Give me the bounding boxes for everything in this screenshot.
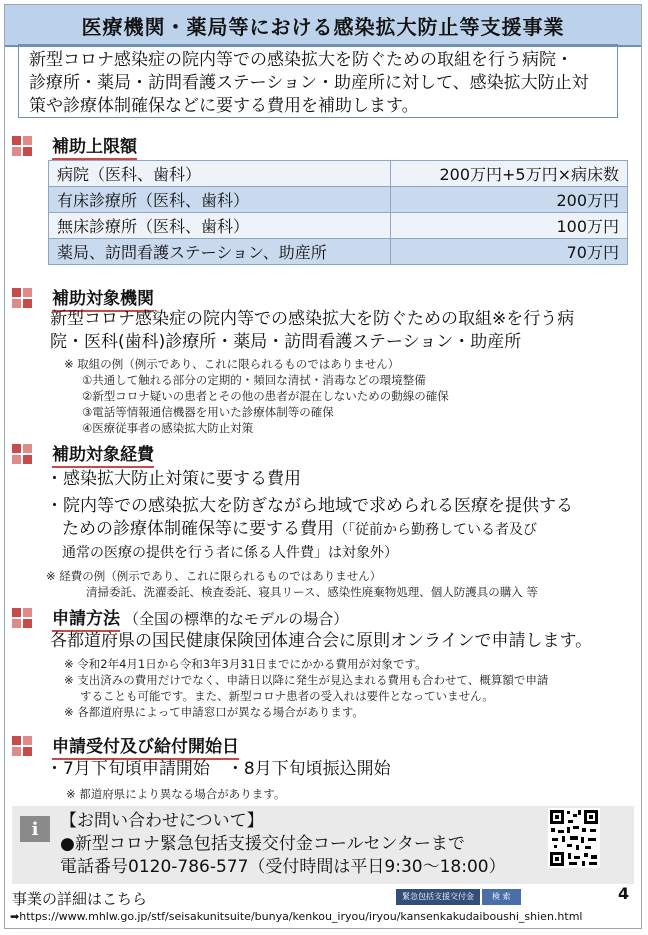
intro-line: 診療所・薬局・訪問看護ステーション・助産所に対して、感染拡大防止対: [29, 73, 589, 93]
section-bullet-icon: [12, 288, 40, 308]
expense-item-note: 通常の医療の提供を行う者に係る人件費」は対象外）: [62, 545, 398, 561]
page-title: 医療機関・薬局等における感染拡大防止等支援事業: [5, 5, 641, 47]
expense-item: ための診療体制確保等に要する費用: [62, 519, 334, 539]
section-subtitle: （全国の標準的なモデルの場合）: [124, 609, 349, 628]
expense-item: ・院内等での感染拡大を防ぎながら地域で求められる医療を提供する: [46, 496, 573, 516]
row-label: 有床診療所（医科、歯科）: [49, 187, 391, 213]
schedule-text: ・7月下旬頃申請開始 ・8月下旬頃振込開始: [46, 759, 391, 779]
table-row: [49, 187, 628, 213]
row-amount: 200万円: [391, 187, 628, 213]
section-bullet-icon: [12, 444, 40, 464]
section-title: 補助対象経費: [52, 440, 154, 468]
intro-line: 策や診療体制確保などに要する費用を補助します。: [29, 96, 419, 116]
contact-text: [60, 810, 506, 879]
section-schedule-heading: [12, 732, 239, 760]
expense-text: [46, 468, 573, 565]
apply-notes: [64, 656, 548, 720]
schedule-note: ※ 都道府県により異なる場合があります。: [66, 787, 286, 801]
row-amount: 70万円: [391, 239, 628, 265]
note-item: 清掃委託、洗濯委託、検査委託、寝具リース、感染性廃棄物処理、個人防護具の購入 等: [86, 585, 538, 599]
target-notes: [64, 356, 449, 436]
info-icon: i: [20, 816, 50, 842]
search-keyword: 緊急包括支援交付金: [396, 889, 480, 905]
contact-line: 【お問い合わせについて】: [60, 811, 264, 831]
detail-url-link[interactable]: ➡https://www.mhlw.go.jp/stf/seisakunitsuite/bunya/kenkou_iryou/iryou/kansenkakudaiboushi_shien.html: [10, 910, 583, 923]
section-expense-heading: [12, 440, 154, 468]
table-row: [49, 161, 628, 187]
target-line: 新型コロナ感染症の院内等での感染拡大を防ぐための取組※を行う病: [50, 309, 575, 329]
intro-box: [18, 44, 618, 118]
note-heading: ※ 経費の例（例示であり、これに限られるものではありません）: [46, 569, 382, 583]
note-item: ※ 支出済みの費用だけでなく、申請日以降に発生が見込まれる費用も合わせて、概算額で申請: [64, 673, 549, 687]
section-title: 補助上限額: [52, 132, 137, 160]
qr-code-icon[interactable]: [548, 808, 600, 868]
section-bullet-icon: [12, 136, 40, 156]
contact-box: [12, 806, 634, 884]
section-bullet-icon: [12, 608, 40, 628]
cap-table: [48, 160, 628, 265]
note-item: ※ 令和2年4月1日から令和3年3月31日までにかかる費用が対象です。: [64, 657, 427, 671]
note-heading: ※ 取組の例（例示であり、これに限られるものではありません）: [64, 357, 400, 371]
expense-item-note: （「従前から勤務している者及び: [334, 522, 537, 538]
intro-line: 新型コロナ感染症の院内等での感染拡大を防ぐための取組を行う病院・: [29, 50, 573, 70]
table-row: [49, 239, 628, 265]
section-title: 申請受付及び給付開始日: [52, 732, 239, 760]
note-item: ④医療従事者の感染拡大防止対策: [82, 421, 254, 435]
detail-label: 事業の詳細はこちら: [12, 890, 148, 908]
page-number: 4: [618, 884, 630, 903]
search-box[interactable]: [396, 889, 521, 905]
note-item: ②新型コロナ疑いの患者とその他の患者が混在しないための動線の確保: [82, 389, 449, 403]
section-cap-heading: [12, 132, 137, 160]
row-label: 薬局、訪問看護ステーション、助産所: [49, 239, 391, 265]
expense-notes: [46, 568, 538, 600]
section-bullet-icon: [12, 736, 40, 756]
expense-item: ・感染拡大防止対策に要する費用: [46, 469, 301, 489]
row-amount: 100万円: [391, 213, 628, 239]
contact-line: ●新型コロナ緊急包括支援交付金コールセンターまで: [60, 834, 465, 854]
note-item: ※ 各都道府県によって申請窓口が異なる場合があります。: [64, 705, 364, 719]
row-label: 無床診療所（医科、歯科）: [49, 213, 391, 239]
note-item: することも可能です。また、新型コロナ患者の受入れは要件となっていません。: [80, 689, 494, 703]
note-item: ③電話等情報通信機器を用いた診療体制等の確保: [82, 405, 334, 419]
section-title: 補助対象機関: [52, 284, 154, 312]
row-amount: 200万円+5万円×病床数: [391, 161, 628, 187]
row-label: 病院（医科、歯科）: [49, 161, 391, 187]
target-text: [50, 308, 574, 354]
table-row: [49, 213, 628, 239]
note-item: ①共通して触れる部分の定期的・頻回な清拭・消毒などの環境整備: [82, 373, 426, 387]
section-apply-heading: [12, 604, 348, 632]
search-button[interactable]: 検 索: [482, 889, 521, 905]
contact-phone: 電話番号0120-786-577（受付時間は平日9:30～18:00）: [60, 857, 506, 877]
section-title: 申請方法: [52, 604, 120, 632]
target-line: 院・医科(歯科)診療所・薬局・訪問看護ステーション・助産所: [50, 332, 522, 352]
apply-text: 各都道府県の国民健康保険団体連合会に原則オンラインで申請します。: [50, 631, 593, 651]
